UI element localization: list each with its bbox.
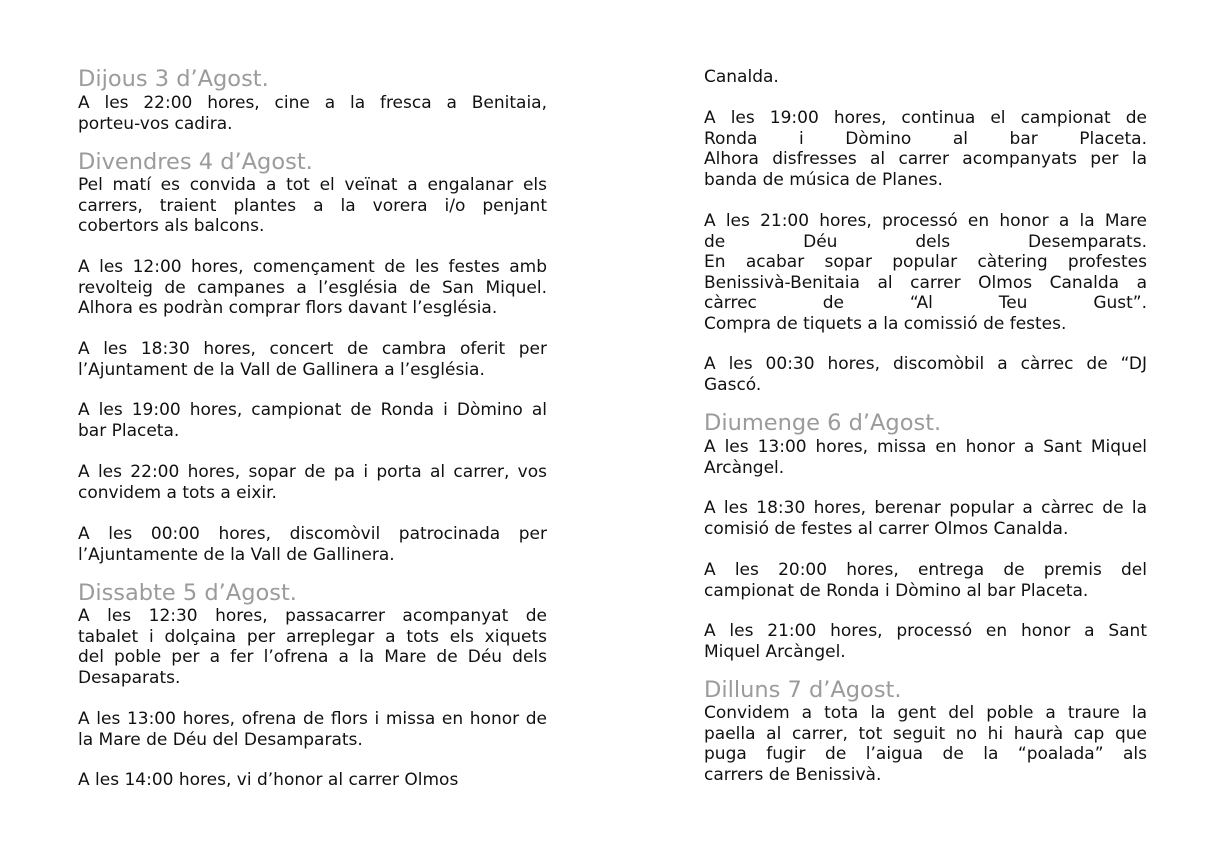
- paragraph-line: Canalda.: [704, 67, 779, 87]
- paragraph-line: A les 19:00 hores, campionat de Ronda i Dòmino al: [78, 400, 547, 420]
- day-heading: Dijous 3 d’Agost.: [78, 66, 269, 92]
- paragraph-line: Pel matí es convida a tot el veïnat a engalanar els: [78, 175, 547, 195]
- paragraph-line: banda de música de Planes.: [704, 169, 943, 190]
- event-paragraph: [78, 606, 547, 688]
- paragraph-line: puga fugir de l’aigua de la “poalada” als: [704, 744, 1147, 765]
- paragraph-line: A les 12:30 hores, passacarrer acompanyat de: [78, 606, 547, 626]
- paragraph-line: Alhora disfresses al carrer acompanyats per la: [704, 149, 1147, 170]
- paragraph-line: A les 13:00 hores, ofrena de flors i missa en honor de: [78, 709, 547, 729]
- paragraph-line: A les 20:00 hores, entrega de premis del: [704, 560, 1147, 580]
- paragraph-line: A les 18:30 hores, concert de cambra oferit per: [78, 339, 547, 359]
- paragraph-line: la Mare de Déu del Desamparats.: [78, 729, 363, 750]
- paragraph-line: A les 19:00 hores, continua el campionat de: [704, 108, 1147, 128]
- paragraph-line: Benissivà-Benitaia al carrer Olmos Canalda a: [704, 272, 1147, 293]
- event-paragraph: [704, 67, 1147, 88]
- paragraph-line: carrers de Benissivà.: [704, 764, 882, 785]
- event-paragraph: [78, 709, 547, 750]
- paragraph-line: carrers, traient plantes a la vorera i/o penjant: [78, 195, 547, 216]
- paragraph-line: A les 14:00 hores, vi d’honor al carrer Olmos: [78, 770, 459, 790]
- paragraph-line: l’Ajuntamente de la Vall de Gallinera.: [78, 544, 395, 565]
- paragraph-line: paella al carrer, tot seguit no hi haurà cap que: [704, 723, 1147, 744]
- paragraph-line: A les 18:30 hores, berenar popular a càrrec de la: [704, 498, 1147, 518]
- paragraph-line: càrrec de “Al Teu Gust”.: [704, 293, 1147, 314]
- paragraph-line: Compra de tiquets a la comissió de festes.: [704, 313, 1067, 334]
- paragraph-line: del poble per a fer l’ofrena a la Mare de Déu dels: [78, 647, 547, 668]
- paragraph-line: tabalet i dolçaina per arreplegar a tots els xiquets: [78, 626, 547, 647]
- event-paragraph: [704, 621, 1147, 662]
- paragraph-line: Arcàngel.: [704, 457, 785, 478]
- paragraph-line: l’Ajuntament de la Vall de Gallinera a l’església.: [78, 359, 485, 380]
- paragraph-line: A les 13:00 hores, missa en honor a Sant Miquel: [704, 437, 1147, 457]
- paragraph-line: convidem a tots a eixir.: [78, 482, 277, 503]
- event-paragraph: [78, 770, 547, 791]
- paragraph-line: En acabar sopar popular càtering profestes: [704, 252, 1147, 273]
- paragraph-line: comisió de festes al carrer Olmos Canalda.: [704, 518, 1069, 539]
- paragraph-line: Convidem a tota la gent del poble a traure la: [704, 703, 1147, 723]
- paragraph-line: Gascó.: [704, 374, 762, 395]
- paragraph-line: Alhora es podràn comprar flors davant l’església.: [78, 298, 498, 319]
- paragraph-line: de Déu dels Desemparats.: [704, 231, 1147, 252]
- event-paragraph: [78, 339, 547, 380]
- event-paragraph: [78, 400, 547, 441]
- paragraph-line: A les 00:30 hores, discomòbil a càrrec de “DJ: [704, 354, 1147, 374]
- event-paragraph: [704, 703, 1147, 785]
- paragraph-line: A les 21:00 hores, processó en honor a la Mare: [704, 211, 1147, 231]
- paragraph-line: campionat de Ronda i Dòmino al bar Placeta.: [704, 580, 1089, 601]
- event-paragraph: [78, 93, 547, 134]
- day-heading: Diumenge 6 d’Agost.: [704, 410, 942, 436]
- event-paragraph: [78, 257, 547, 319]
- paragraph-line: A les 12:00 hores, començament de les festes amb: [78, 257, 547, 277]
- paragraph-line: A les 22:00 hores, cine a la fresca a Benitaia,: [78, 93, 547, 113]
- event-paragraph: [78, 462, 547, 503]
- paragraph-line: cobertors als balcons.: [78, 216, 265, 237]
- paragraph-line: revolteig de campanes a l’església de San Miquel.: [78, 277, 547, 298]
- paragraph-line: Ronda i Dòmino al bar Placeta.: [704, 128, 1147, 149]
- day-heading: Dissabte 5 d’Agost.: [78, 580, 297, 606]
- day-heading: Divendres 4 d’Agost.: [78, 149, 313, 175]
- paragraph-line: Desaparats.: [78, 667, 181, 688]
- event-paragraph: [704, 560, 1147, 601]
- event-paragraph: [704, 354, 1147, 395]
- paragraph-line: A les 21:00 hores, processó en honor a Sant: [704, 621, 1147, 641]
- event-paragraph: [704, 437, 1147, 478]
- event-paragraph: [704, 211, 1147, 335]
- event-paragraph: [78, 175, 547, 237]
- event-paragraph: [704, 498, 1147, 539]
- paragraph-line: A les 22:00 hores, sopar de pa i porta al carrer, vos: [78, 462, 547, 482]
- event-paragraph: [704, 108, 1147, 190]
- paragraph-line: porteu-vos cadira.: [78, 113, 233, 134]
- paragraph-line: Miquel Arcàngel.: [704, 641, 846, 662]
- paragraph-line: A les 00:00 hores, discomòvil patrocinada per: [78, 524, 547, 544]
- event-paragraph: [78, 524, 547, 565]
- day-heading: Dilluns 7 d’Agost.: [704, 677, 902, 703]
- paragraph-line: bar Placeta.: [78, 420, 180, 441]
